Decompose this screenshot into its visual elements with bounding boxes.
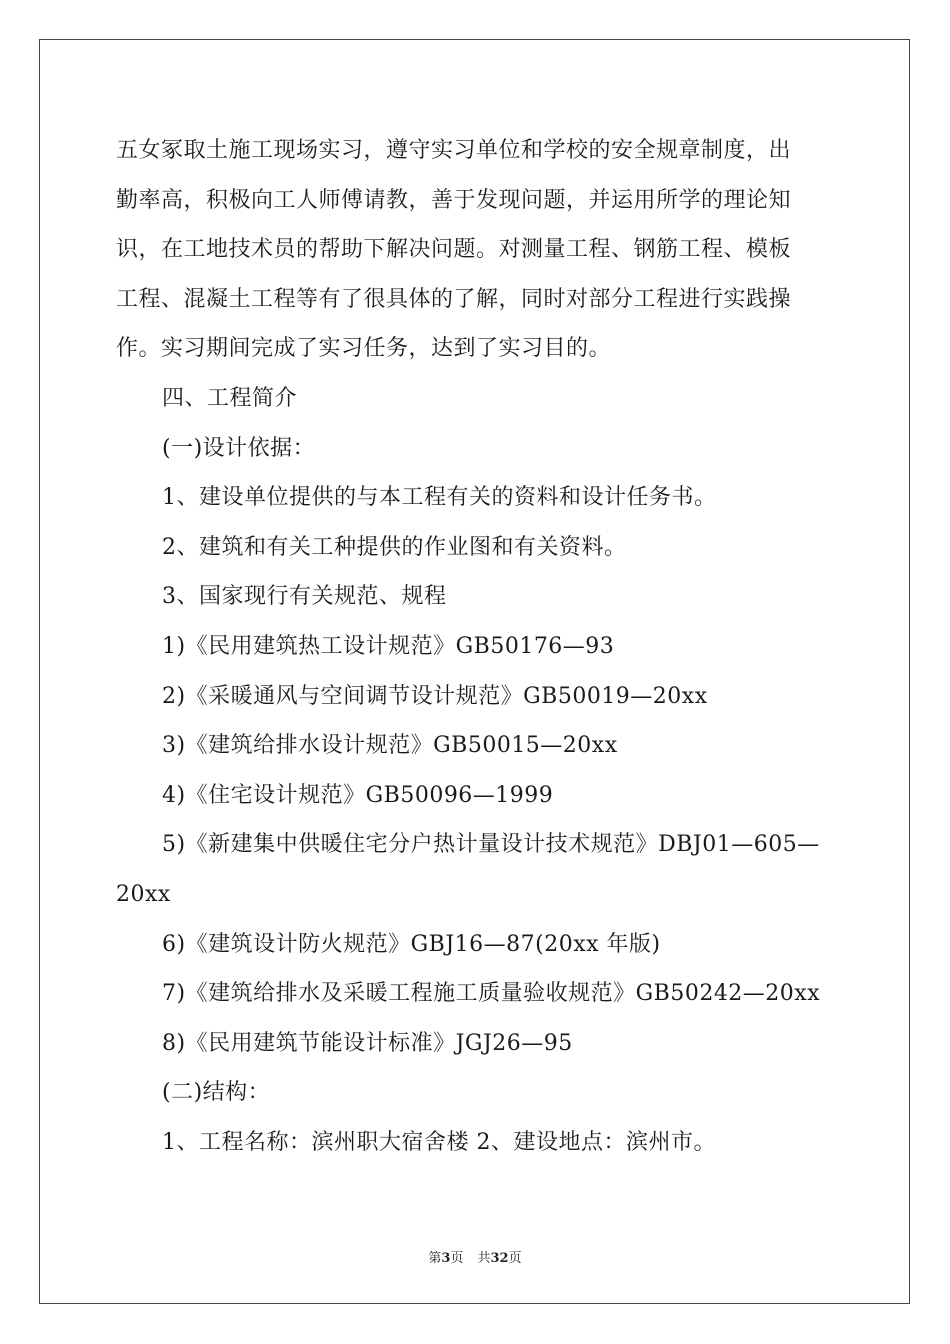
intro-line-3: 识，在工地技术员的帮助下解决问题。对测量工程、钢筋工程、模板: [116, 237, 792, 263]
standard-item-4: 4)《住宅设计规范》GB50096—1999: [162, 782, 554, 808]
page-suffix: 页: [450, 1251, 464, 1266]
basis-heading: (一)设计依据：: [162, 435, 316, 461]
basis-item-2: 2、建筑和有关工种提供的作业图和有关资料。: [162, 534, 627, 560]
document-body: [116, 126, 834, 1167]
intro-line-5: 作。实习期间完成了实习任务，达到了实习目的。: [116, 336, 612, 362]
structure-heading: (二)结构：: [162, 1080, 271, 1106]
structure-item: 1、工程名称：滨州职大宿舍楼 2、建设地点：滨州市。: [162, 1129, 716, 1155]
total-prefix: 共: [477, 1251, 491, 1266]
basis-item-3: 3、国家现行有关规范、规程: [162, 584, 447, 610]
total-suffix: 页: [508, 1251, 522, 1266]
intro-line-2: 勤率高，积极向工人师傅请教，善于发现问题，并运用所学的理论知: [116, 187, 792, 213]
intro-line-1: 五女冢取土施工现场实习，遵守实习单位和学校的安全规章制度，出: [116, 138, 792, 163]
page-prefix: 第: [428, 1251, 442, 1266]
standard-item-1: 1)《民用建筑热工设计规范》GB50176—93: [162, 633, 615, 659]
page-footer: [0, 1247, 950, 1266]
basis-item-1: 1、建设单位提供的与本工程有关的资料和设计任务书。: [162, 485, 717, 511]
standard-item-2: 2)《采暖通风与空间调节设计规范》GB50019—20xx: [162, 683, 708, 709]
section-heading: 四、工程简介: [162, 385, 298, 411]
standard-item-5: 5)《新建集中供暖住宅分户热计量设计技术规范》DBJ01—605—: [162, 832, 820, 858]
standard-item-6: 6)《建筑设计防火规范》GBJ16—87(20xx 年版): [162, 931, 661, 957]
standard-item-8: 8)《民用建筑节能设计标准》JGJ26—95: [162, 1030, 573, 1056]
standard-item-5-continuation: 20xx: [116, 881, 171, 907]
standard-item-7: 7)《建筑给排水及采暖工程施工质量验收规范》GB50242—20xx: [162, 981, 821, 1007]
page-current: 3: [441, 1251, 451, 1266]
intro-line-4: 工程、混凝土工程等有了很具体的了解，同时对部分工程进行实践操: [116, 286, 792, 312]
page-total: 32: [490, 1251, 509, 1266]
standard-item-3: 3)《建筑给排水设计规范》GB50015—20xx: [162, 733, 618, 759]
